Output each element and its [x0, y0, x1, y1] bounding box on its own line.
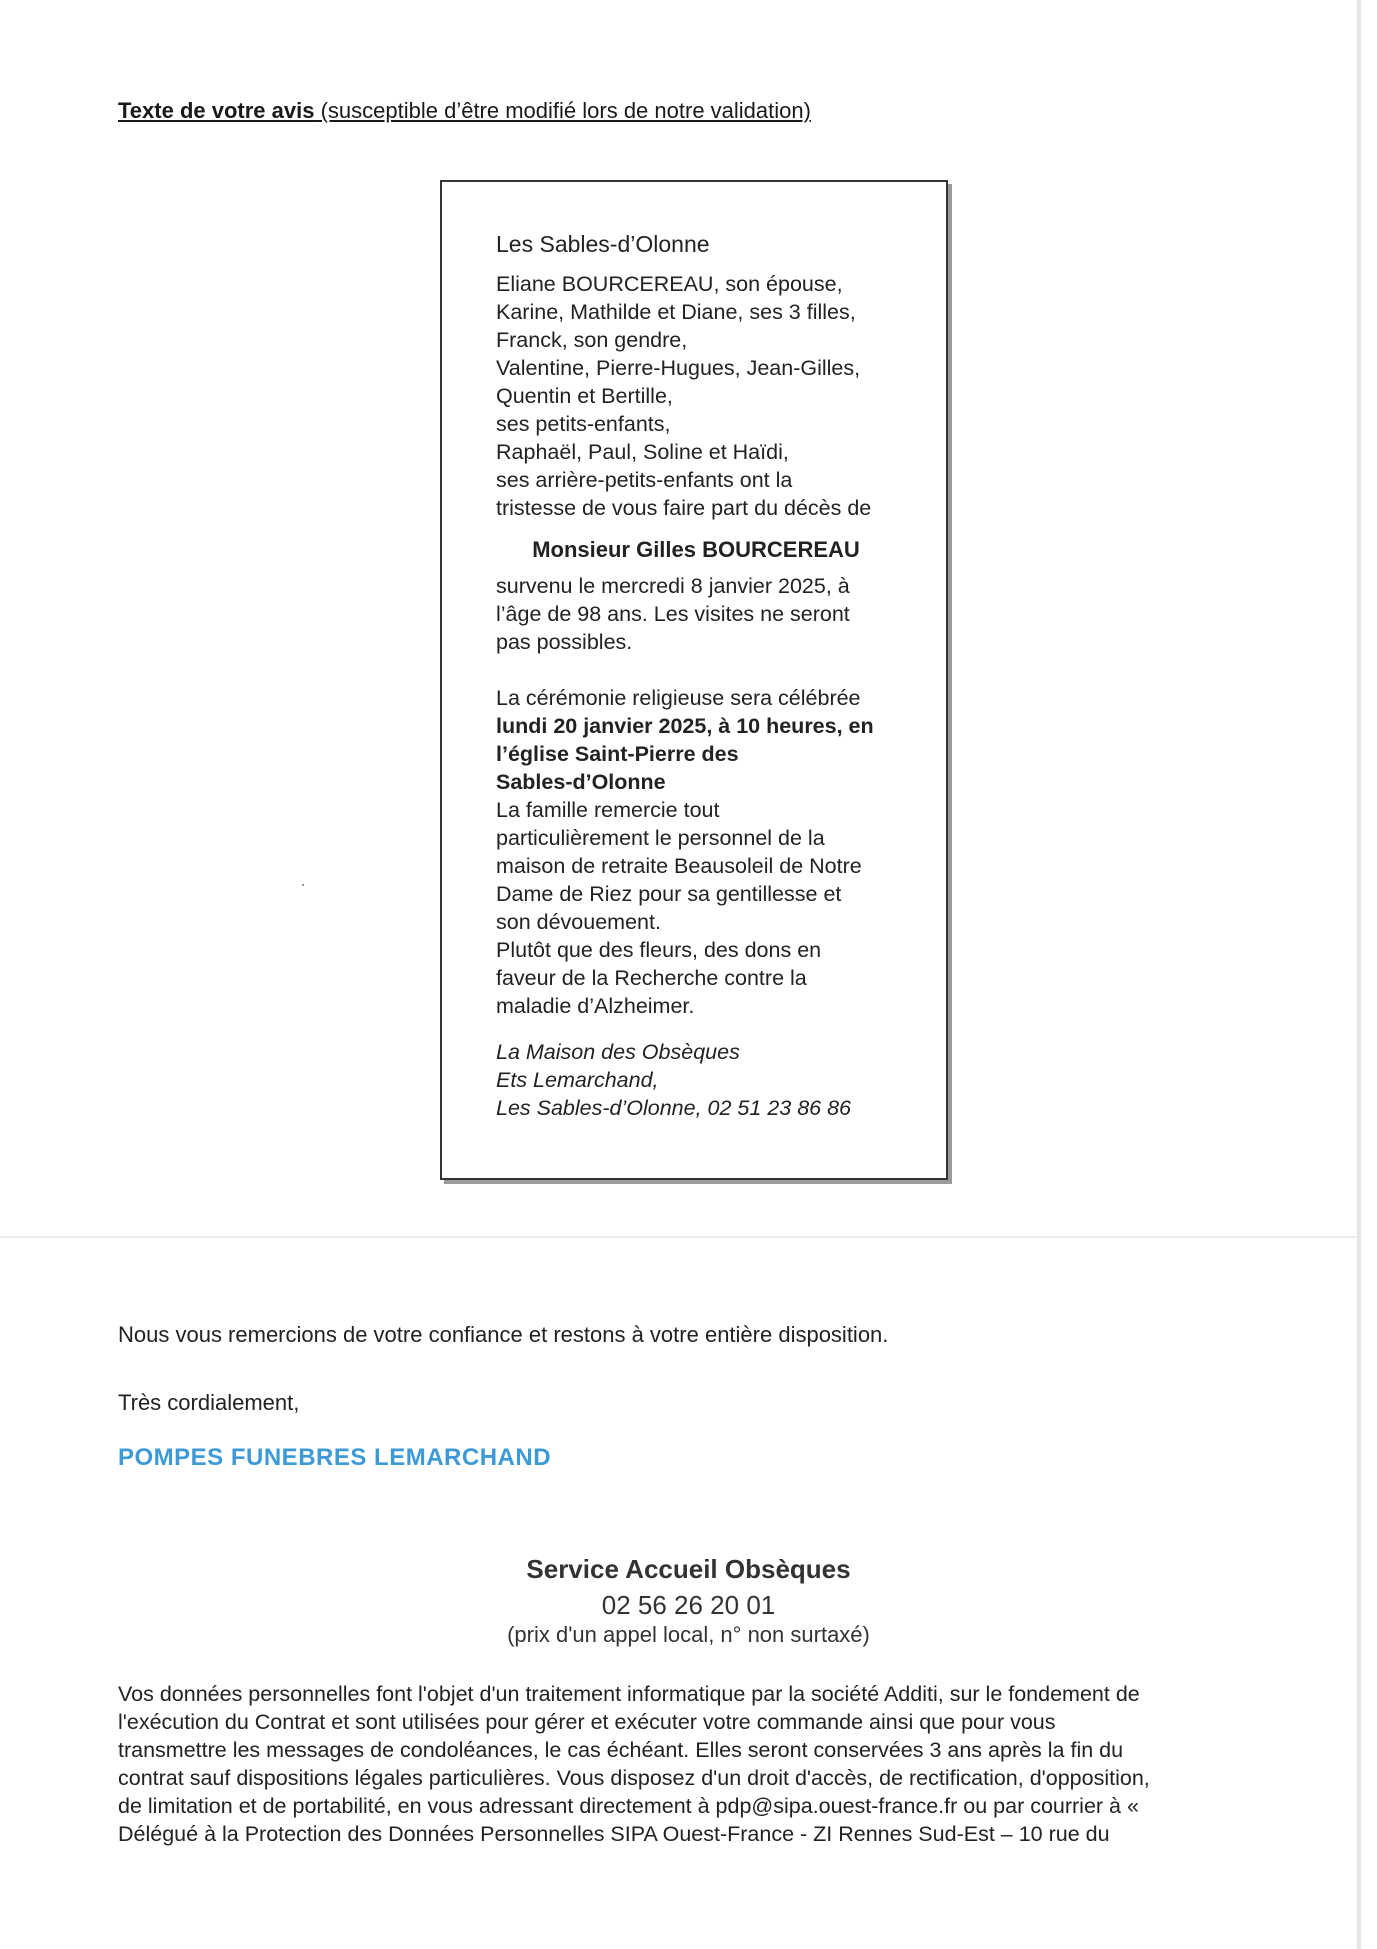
family-line: Eliane BOURCEREAU, son épouse, [496, 272, 843, 296]
privacy-line: de limitation et de portabilité, en vous adressant directement à pdp@sipa.ouest-france.fr ou par courrier à « [118, 1794, 1139, 1818]
thanks-line: faveur de la Recherche contre la [496, 966, 807, 990]
privacy-line: Vos données personnelles font l'objet d'un traitement informatique par la société Additi, sur le fondement de [118, 1682, 1140, 1706]
privacy-notice [118, 1680, 1278, 1848]
section-divider [0, 1236, 1357, 1238]
ceremony-details [496, 684, 916, 796]
service-title: Service Accueil Obsèques [526, 1554, 851, 1584]
service-phone: 02 56 26 20 01 [601, 1590, 776, 1620]
ceremony-bold-line: Sables-d’Olonne [496, 770, 666, 794]
scan-speck [302, 884, 304, 886]
family-line: Quentin et Bertille, [496, 384, 673, 408]
signature-line: Les Sables-d’Olonne, 02 51 23 86 86 [496, 1096, 852, 1120]
closing-thanks: Nous vous remercions de votre confiance et restons à votre entière disposition. [118, 1322, 889, 1347]
privacy-line: transmettre les messages de condoléances, le cas échéant. Elles seront conservées 3 ans après la fin du [118, 1738, 1124, 1762]
privacy-line: l'exécution du Contrat et sont utilisées pour gérer et exécuter votre commande ainsi que pour vous [118, 1710, 1056, 1734]
death-line: l’âge de 98 ans. Les visites ne seront [496, 602, 850, 626]
signature-line: La Maison des Obsèques [496, 1040, 740, 1064]
spacer [496, 656, 916, 684]
thanks-line: Plutôt que des fleurs, des dons en [496, 938, 822, 962]
thanks-line: maladie d’Alzheimer. [496, 994, 695, 1018]
signature-line: Ets Lemarchand, [496, 1068, 659, 1092]
privacy-line: Délégué à la Protection des Données Personnelles SIPA Ouest-France - ZI Rennes Sud-Est – 10 rue du [118, 1822, 1110, 1846]
funeral-home-signature [496, 1038, 916, 1122]
obituary-notice-box [440, 180, 948, 1180]
page-right-edge [1357, 0, 1361, 1949]
ceremony-bold-line: lundi 20 janvier 2025, à 10 heures, en [496, 714, 874, 738]
thanks-line: maison de retraite Beausoleil de Notre [496, 854, 862, 878]
death-line: pas possibles. [496, 630, 633, 654]
notice-header [118, 98, 811, 124]
family-lines [496, 270, 916, 522]
death-line: survenu le mercredi 8 janvier 2025, à [496, 574, 850, 598]
thanks-line: son dévouement. [496, 910, 661, 934]
family-line: ses arrière-petits-enfants ont la [496, 468, 793, 492]
death-details [496, 572, 916, 656]
ceremony-bold-line: l’église Saint-Pierre des [496, 742, 739, 766]
header-title: Texte de votre avis [118, 98, 315, 123]
ceremony-intro: La cérémonie religieuse sera célébrée [496, 686, 861, 710]
closing-greeting: Très cordialement, [118, 1390, 300, 1415]
notice-place: Les Sables-d’Olonne [496, 231, 710, 257]
privacy-line: contrat sauf dispositions légales particulières. Vous disposez d'un droit d'accès, de rectification, d'opposition, [118, 1766, 1150, 1790]
deceased-name: Monsieur Gilles BOURCEREAU [532, 537, 860, 562]
thanks-line: Dame de Riez pour sa gentillesse et [496, 882, 842, 906]
header-subtitle: (susceptible d’être modifié lors de notre validation) [314, 98, 811, 123]
thanks-text [496, 796, 916, 1020]
family-line: Karine, Mathilde et Diane, ses 3 filles, [496, 300, 856, 324]
family-line: ses petits-enfants, [496, 412, 671, 436]
thanks-line: particulièrement le personnel de la [496, 826, 825, 850]
family-line: Raphaël, Paul, Soline et Haïdi, [496, 440, 789, 464]
spacer [496, 1020, 916, 1038]
obituary-notice-text [496, 230, 916, 1122]
family-line: tristesse de vous faire part du décès de [496, 496, 872, 520]
family-line: Franck, son gendre, [496, 328, 688, 352]
service-note: (prix d'un appel local, n° non surtaxé) [507, 1622, 870, 1647]
thanks-line: La famille remercie tout [496, 798, 720, 822]
family-line: Valentine, Pierre-Hugues, Jean-Gilles, [496, 356, 861, 380]
company-name: POMPES FUNEBRES LEMARCHAND [118, 1444, 552, 1471]
